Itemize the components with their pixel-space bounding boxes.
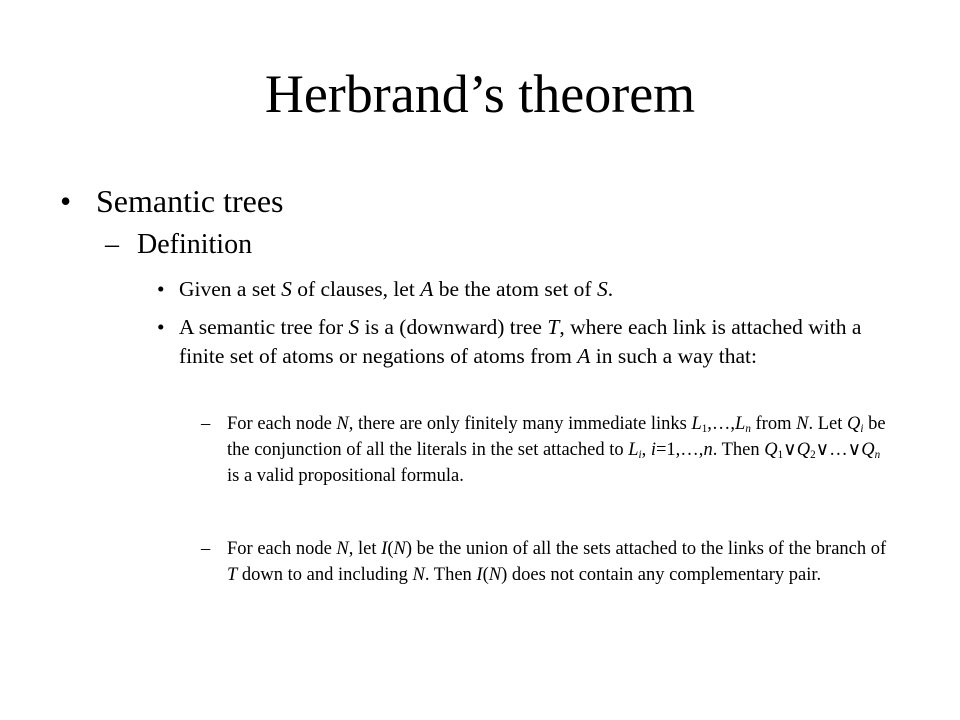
dash-marker: – xyxy=(105,229,119,260)
subheading-text: Definition xyxy=(137,229,253,260)
bullet-marker: • xyxy=(60,183,72,219)
condition-item-text: For each node N, there are only finitely many immediate links $L_1,\dots,L_n$ from N. Let $Q_i$ be the conjunction of all the literals in the set attached to $L_i$, i=1,…,n. Then $Q_1\vee Q_2\vee\dots\vee Q_n$ is a valid propositional formula. xyxy=(227,414,886,486)
condition-item-2 xyxy=(201,536,891,588)
condition-item-text: For each node N, let I(N) be the union of all the sets attached to the links of the branch of T down to and including N. Then I(N) does not contain any complementary pair. xyxy=(227,539,887,585)
definition-item-1 xyxy=(157,275,897,304)
bullet-marker: • xyxy=(157,277,165,301)
slide-title: Herbrand’s theorem xyxy=(264,64,696,124)
subheading-definition xyxy=(105,227,252,263)
dash-marker: – xyxy=(201,539,211,559)
definition-item-text: A semantic tree for S is a (downward) tree T, where each link is attached with a finite set of atoms or negations of atoms from A in such a way that: xyxy=(179,315,862,368)
definition-item-2 xyxy=(157,313,897,371)
condition-item-1 xyxy=(201,411,891,489)
dash-marker: – xyxy=(201,414,211,434)
bullet-text: Semantic trees xyxy=(96,183,284,219)
bullet-semantic-trees xyxy=(60,181,283,221)
bullet-marker: • xyxy=(157,315,165,339)
definition-item-text: Given a set S of clauses, let A be the atom set of S. xyxy=(179,277,614,301)
